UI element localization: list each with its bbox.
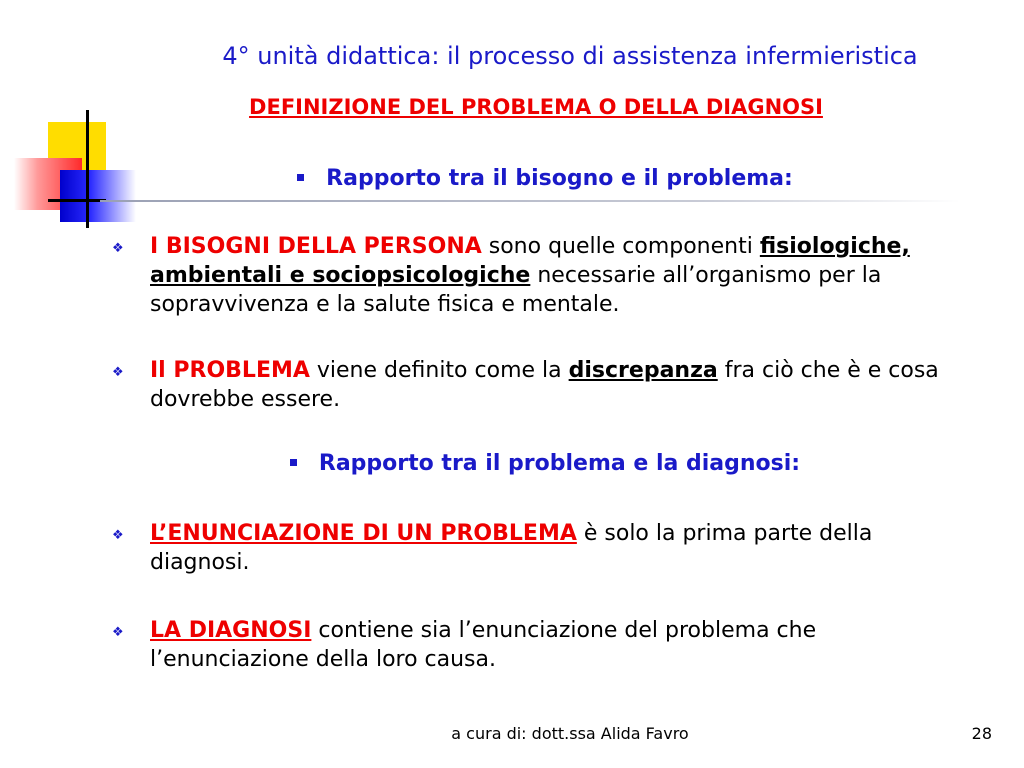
item-text: fra ciò che è e cosa dovrebbe essere.: [150, 358, 939, 412]
title-rule: [100, 200, 960, 202]
item-text: contiene sia l’enunciazione del problema che l’enunciazione della loro causa.: [150, 618, 817, 672]
diamond-bullet-icon: ❖: [112, 241, 124, 256]
item-lead: I BISOGNI DELLA PERSONA: [150, 234, 482, 259]
square-bullet-icon: [290, 459, 297, 466]
item-lead: Il PROBLEMA: [150, 358, 310, 383]
slide-subtitle: DEFINIZIONE DEL PROBLEMA O DELLA DIAGNOSI: [249, 95, 823, 119]
list-item-diagnosi: [112, 616, 960, 674]
list-item-problema: [112, 356, 960, 414]
section-heading-text: Rapporto tra il problema e la diagnosi:: [318, 451, 801, 476]
footer-author: a cura di: dott.ssa Alida Favro: [451, 724, 689, 743]
item-emphasis: discrepanza: [568, 358, 718, 383]
horizontal-line-decoration: [48, 199, 106, 202]
slide-title: 4° unità didattica: il processo di assistenza infermieristica: [222, 42, 918, 70]
diamond-bullet-icon: ❖: [112, 365, 124, 380]
section-heading-bisogno-problema: [0, 166, 1024, 191]
section-heading-text: Rapporto tra il bisogno e il problema:: [326, 166, 793, 191]
list-item-bisogni: [112, 232, 960, 319]
section-heading-problema-diagnosi: [0, 451, 1024, 476]
page-number: 28: [971, 724, 992, 743]
diamond-bullet-icon: ❖: [112, 625, 124, 640]
diamond-bullet-icon: ❖: [112, 528, 124, 543]
item-text: necessarie all’organismo per la sopravvivenza e la salute fisica e mentale.: [150, 263, 882, 317]
item-lead: L’ENUNCIAZIONE DI UN PROBLEMA: [150, 521, 577, 546]
list-item-enunciazione: [112, 519, 960, 577]
item-text: sono quelle componenti: [481, 234, 760, 259]
item-text: è solo la prima parte della diagnosi.: [150, 521, 873, 575]
item-emphasis: fisiologiche, ambientali e sociopsicologiche: [150, 234, 910, 288]
item-text: viene definito come la: [309, 358, 569, 383]
item-lead: LA DIAGNOSI: [150, 618, 312, 643]
square-bullet-icon: [297, 174, 304, 181]
